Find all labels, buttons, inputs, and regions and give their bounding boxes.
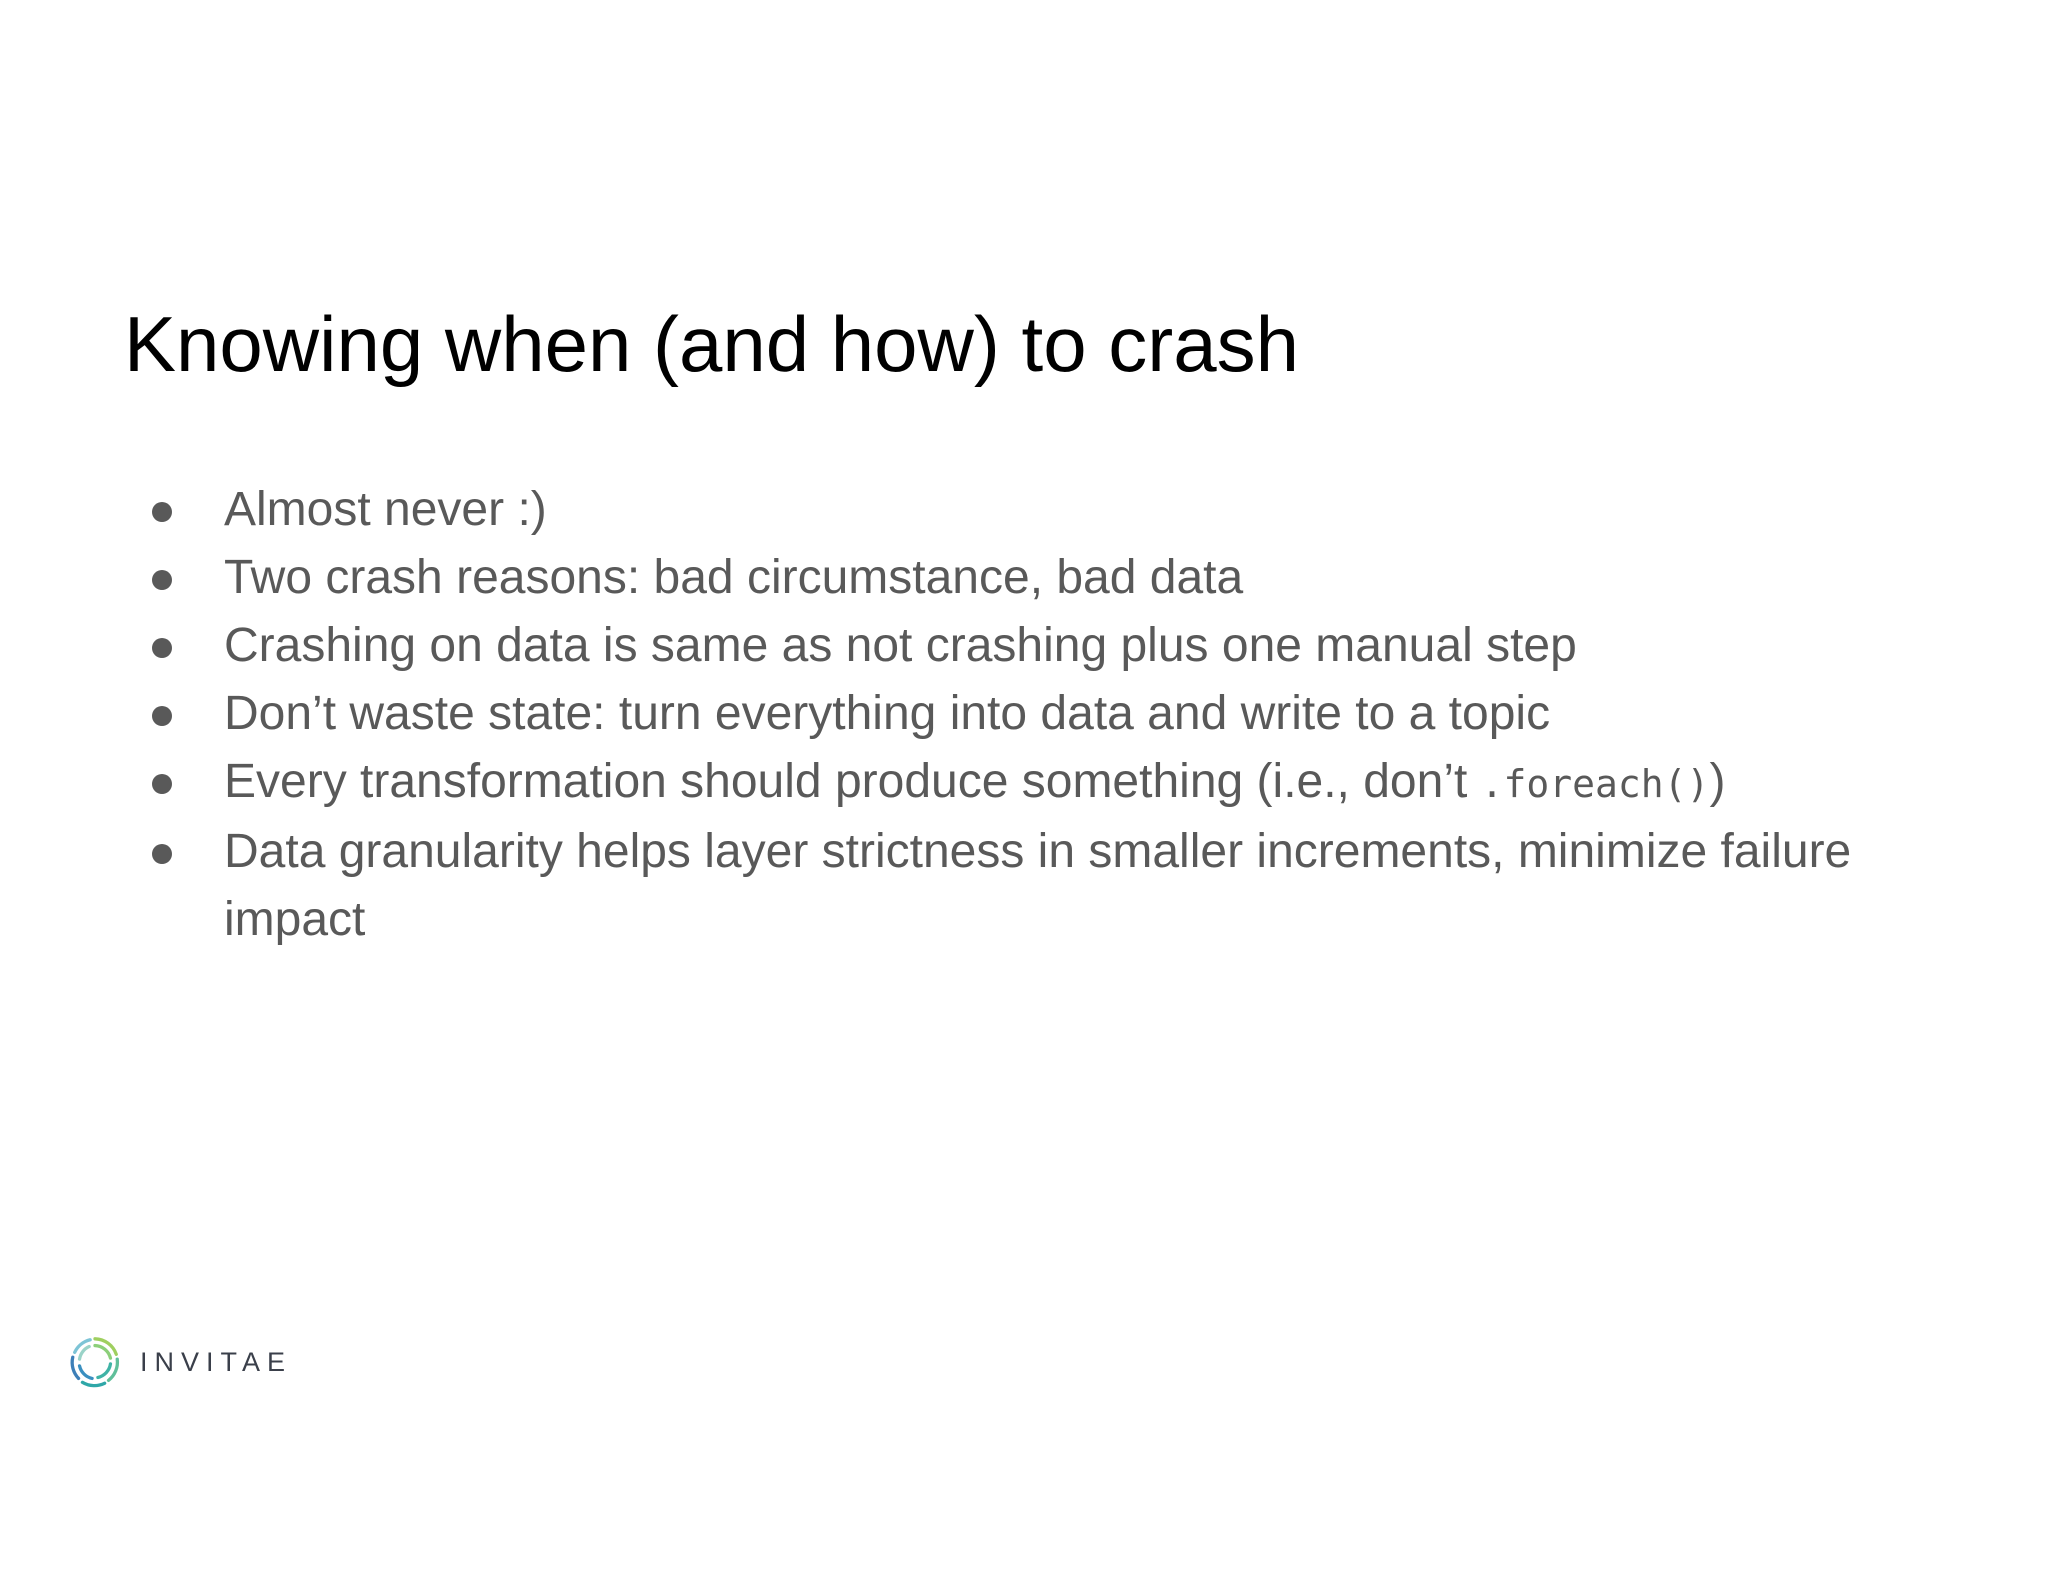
bullet-text: Data granularity helps layer strictness in smaller increments, minimize failure impact: [224, 825, 1852, 946]
bullet-item: [0, 612, 2048, 680]
slide-title: Knowing when (and how) to crash: [124, 300, 1299, 388]
bullet-item: [0, 476, 2048, 544]
bullet-dot-icon: [152, 844, 172, 864]
invitae-swirl-icon: [66, 1333, 124, 1391]
bullet-list: [0, 476, 2048, 954]
bullet-dot-icon: [152, 502, 172, 522]
bullet-dot-icon: [152, 638, 172, 658]
bullet-item: [0, 680, 2048, 748]
bullet-text-suffix: ): [1709, 755, 1726, 808]
bullet-text: Don’t waste state: turn everything into data and write to a topic: [224, 687, 1551, 740]
bullet-item: [0, 544, 2048, 612]
bullet-text: Every transformation should produce something (i.e., don’t: [224, 755, 1481, 808]
logo-wordmark: INVITAE: [140, 1346, 293, 1377]
bullet-text: Crashing on data is same as not crashing plus one manual step: [224, 619, 1577, 672]
bullet-text: Almost never :): [224, 483, 547, 536]
bullet-item: [0, 748, 2048, 818]
invitae-logo: [66, 1332, 292, 1392]
bullet-dot-icon: [152, 570, 172, 590]
bullet-dot-icon: [152, 774, 172, 794]
inline-code: .foreach(): [1480, 762, 1710, 806]
bullet-item: [0, 818, 2048, 954]
bullet-text: Two crash reasons: bad circumstance, bad data: [224, 551, 1244, 604]
bullet-dot-icon: [152, 706, 172, 726]
